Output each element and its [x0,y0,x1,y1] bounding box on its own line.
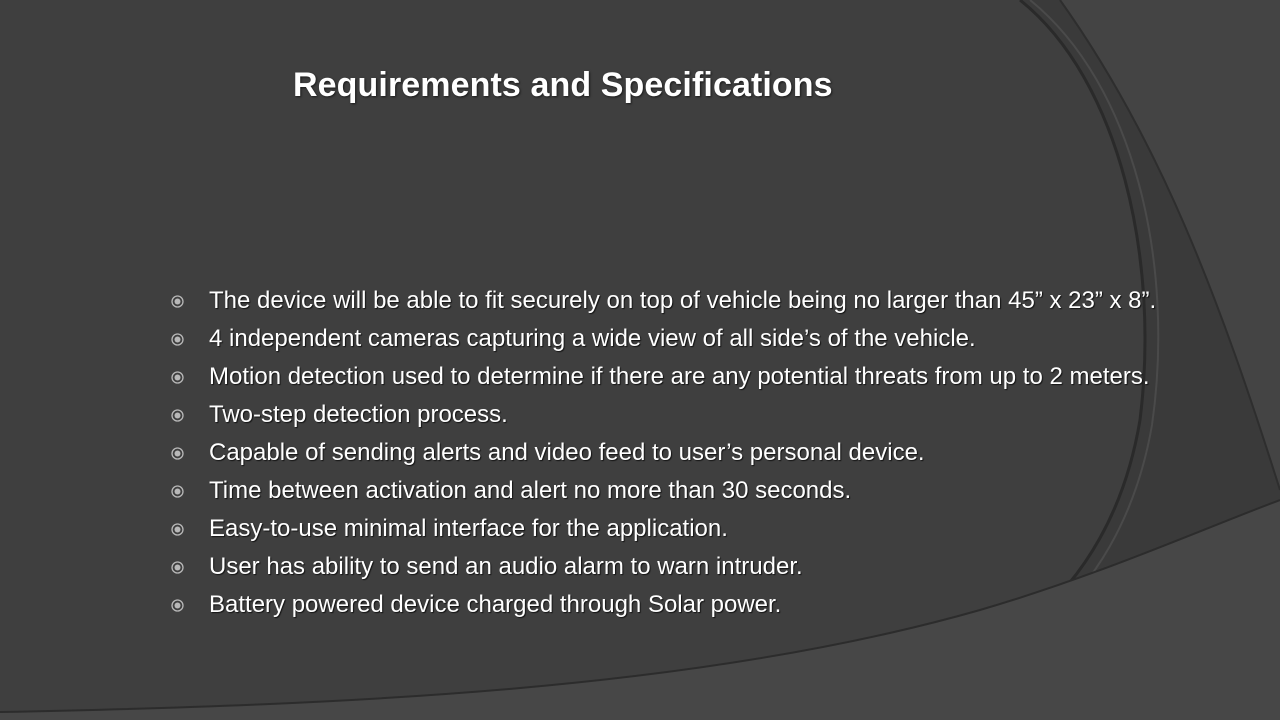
bullet-item [168,437,1258,469]
bullet-text: Easy-to-use minimal interface for the application. [209,515,728,542]
bullet-text: 4 independent cameras capturing a wide view of all side’s of the vehicle. [209,325,976,352]
bullet-text: The device will be able to fit securely on top of vehicle being no larger than 45” x 23” x 8”. [209,287,1157,314]
bullet-list [168,285,1258,627]
bullet-item [168,361,1258,393]
bullet-text: Two-step detection process. [209,401,508,428]
slide-title: Requirements and Specifications [293,66,833,104]
bullet-item [168,589,1258,621]
bullet-text: Battery powered device charged through Solar power. [209,591,782,618]
bullet-item [168,475,1258,507]
bullet-text: Motion detection used to determine if there are any potential threats from up to 2 meters. [209,363,1150,390]
circled-dot-icon [171,523,184,536]
circled-dot-icon [171,333,184,346]
circled-dot-icon [171,485,184,498]
bullet-item [168,285,1258,317]
bullet-text: Time between activation and alert no more than 30 seconds. [209,477,852,504]
circled-dot-icon [171,409,184,422]
bullet-item [168,551,1258,583]
bullet-text: Capable of sending alerts and video feed to user’s personal device. [209,439,925,466]
circled-dot-icon [171,295,184,308]
circled-dot-icon [171,447,184,460]
bullet-item [168,513,1258,545]
circled-dot-icon [171,561,184,574]
bullet-item [168,399,1258,431]
bullet-text: User has ability to send an audio alarm to warn intruder. [209,553,803,580]
bullet-item [168,323,1258,355]
circled-dot-icon [171,599,184,612]
circled-dot-icon [171,371,184,384]
